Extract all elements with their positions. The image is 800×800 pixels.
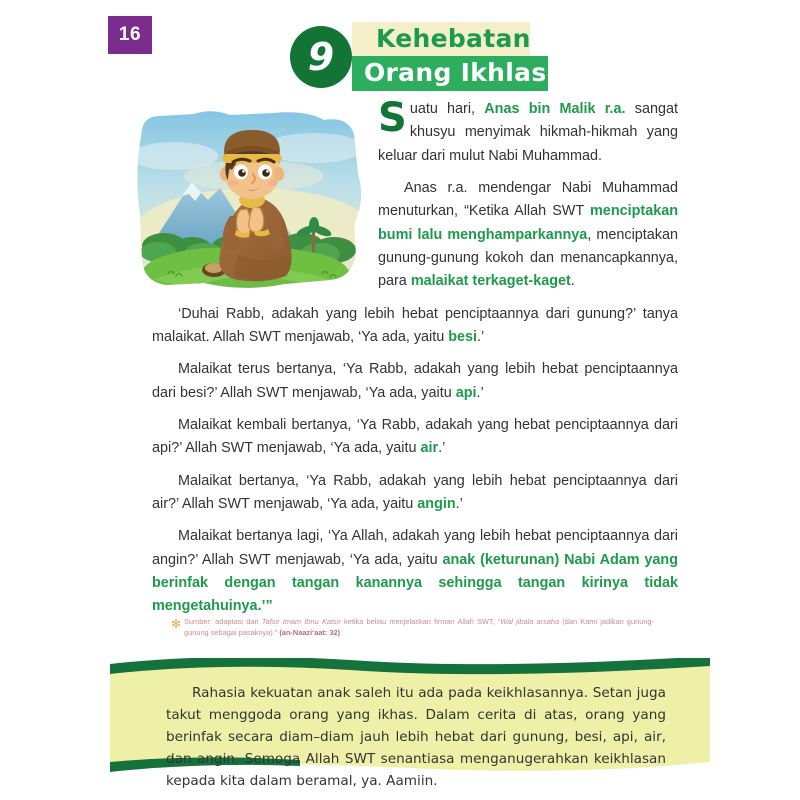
- p5-highlight: air: [420, 440, 439, 457]
- p1-text-b: sangat khusyu menyimak hikmah-hikmah yang keluar dari mulut Nabi Muhammad.: [378, 101, 678, 164]
- p6-highlight: angin: [417, 495, 456, 512]
- chapter-body: [152, 95, 678, 619]
- source-italic-1: Tafsir Imam Ibnu Katsir: [261, 617, 341, 626]
- p4-text-a: Malaikat terus bertanya, ‘Ya Rabb, adakah yang lebih hebat penciptaannya dari besi?’ Allah SWT menjawab, ‘Ya ada, yaitu: [152, 361, 678, 401]
- summary-callout: [110, 658, 710, 790]
- body-paragraph-3: [152, 303, 678, 350]
- source-mid: ketika beliau menjelaskan firman Allah SWT, “: [340, 617, 501, 626]
- illustration-text-wrap: [152, 98, 378, 294]
- source-prefix: Sumber: adaptasi dari: [184, 617, 262, 626]
- source-note: [184, 617, 654, 638]
- chapter-title-line-1: Kehebatan: [376, 24, 531, 53]
- chapter-title-block: [290, 22, 550, 92]
- p2-text-a: Anas r.a. mendengar Nabi Muhammad menuturkan, “Ketika Allah SWT: [378, 179, 678, 220]
- source-mid-2: (dan Kami jadikan gunung-gunung sebagai pasaknya).”: [184, 617, 655, 637]
- source-italic-2: Wal jibala arsaha: [500, 617, 560, 626]
- p3-text-b: .’: [477, 328, 485, 345]
- p7-text-b: .’”: [257, 598, 273, 615]
- p3-text-a: ‘Duhai Rabb, adakah yang lebih hebat penciptaannya dari gunung?’ tanya malaikat. Allah SWT menjawab, ‘Ya ada, yaitu: [152, 305, 678, 345]
- p1-highlight: Anas bin Malik r.a.: [484, 101, 626, 117]
- source-reference: (an-Naazi‘aat: 32): [279, 627, 341, 637]
- body-paragraph-6: [152, 470, 678, 517]
- page-number-badge: 16: [108, 16, 152, 54]
- body-paragraph-5: [152, 414, 678, 461]
- p6-text-b: .’: [455, 495, 463, 512]
- p1-text-a: uatu hari,: [409, 101, 485, 117]
- summary-callout-text: Rahasia kekuatan anak saleh itu ada pada keikhlasannya. Setan juga takut menggoda orang yang ikhas. Dalam cerita di atas, orang yang berinfak secara diam–diam jauh lebih hebat dari gunung, besi, api, air, dan angin. Semoga Allah SWT senantiasa menganugerahkan keikhlasan kepada kita dalam beramal, ya. Aamiin.: [166, 685, 666, 790]
- p2-text-b: , menciptakan gunung-gunung kokoh dan menancapkannya, para: [378, 226, 678, 290]
- p6-text-a: Malaikat bertanya, ‘Ya Rabb, adakah yang lebih hebat penciptaannya dari air?’ Allah SWT menjawab, ‘Ya ada, yaitu: [152, 472, 678, 512]
- p5-text-a: Malaikat kembali bertanya, ‘Ya Rabb, adakah yang hebat penciptaannya dari api?’ Allah SWT menjawab, ‘Ya ada, yaitu: [152, 416, 678, 457]
- chapter-number: 9: [290, 26, 352, 88]
- p2-highlight-1: menciptakan bumi lalu menghamparkannya: [378, 203, 678, 243]
- sparkle-icon: ✻: [171, 617, 182, 631]
- body-paragraph-4: [152, 358, 678, 405]
- body-paragraph-7: [152, 525, 678, 618]
- p7-highlight: anak (keturunan) Nabi Adam yang berinfak dengan tangan kanannya sehingga tangan kirinya tidak mengetahuinya: [152, 551, 678, 615]
- p2-text-c: .: [570, 273, 575, 290]
- p2-highlight-2: malaikat terkaget-kaget: [410, 273, 571, 290]
- chapter-title-line-2: Orang Ikhlas: [364, 58, 547, 87]
- p4-highlight: api: [455, 384, 477, 401]
- p7-text-a: Malaikat bertanya lagi, ‘Ya Allah, adakah yang lebih hebat penciptaannya dari angin?’ Allah SWT menjawab, ‘Ya ada, yaitu: [152, 528, 678, 568]
- drop-cap: S: [378, 95, 407, 141]
- p3-highlight: besi: [448, 328, 478, 345]
- p5-text-b: .’: [438, 440, 446, 457]
- p4-text-b: .’: [476, 384, 484, 401]
